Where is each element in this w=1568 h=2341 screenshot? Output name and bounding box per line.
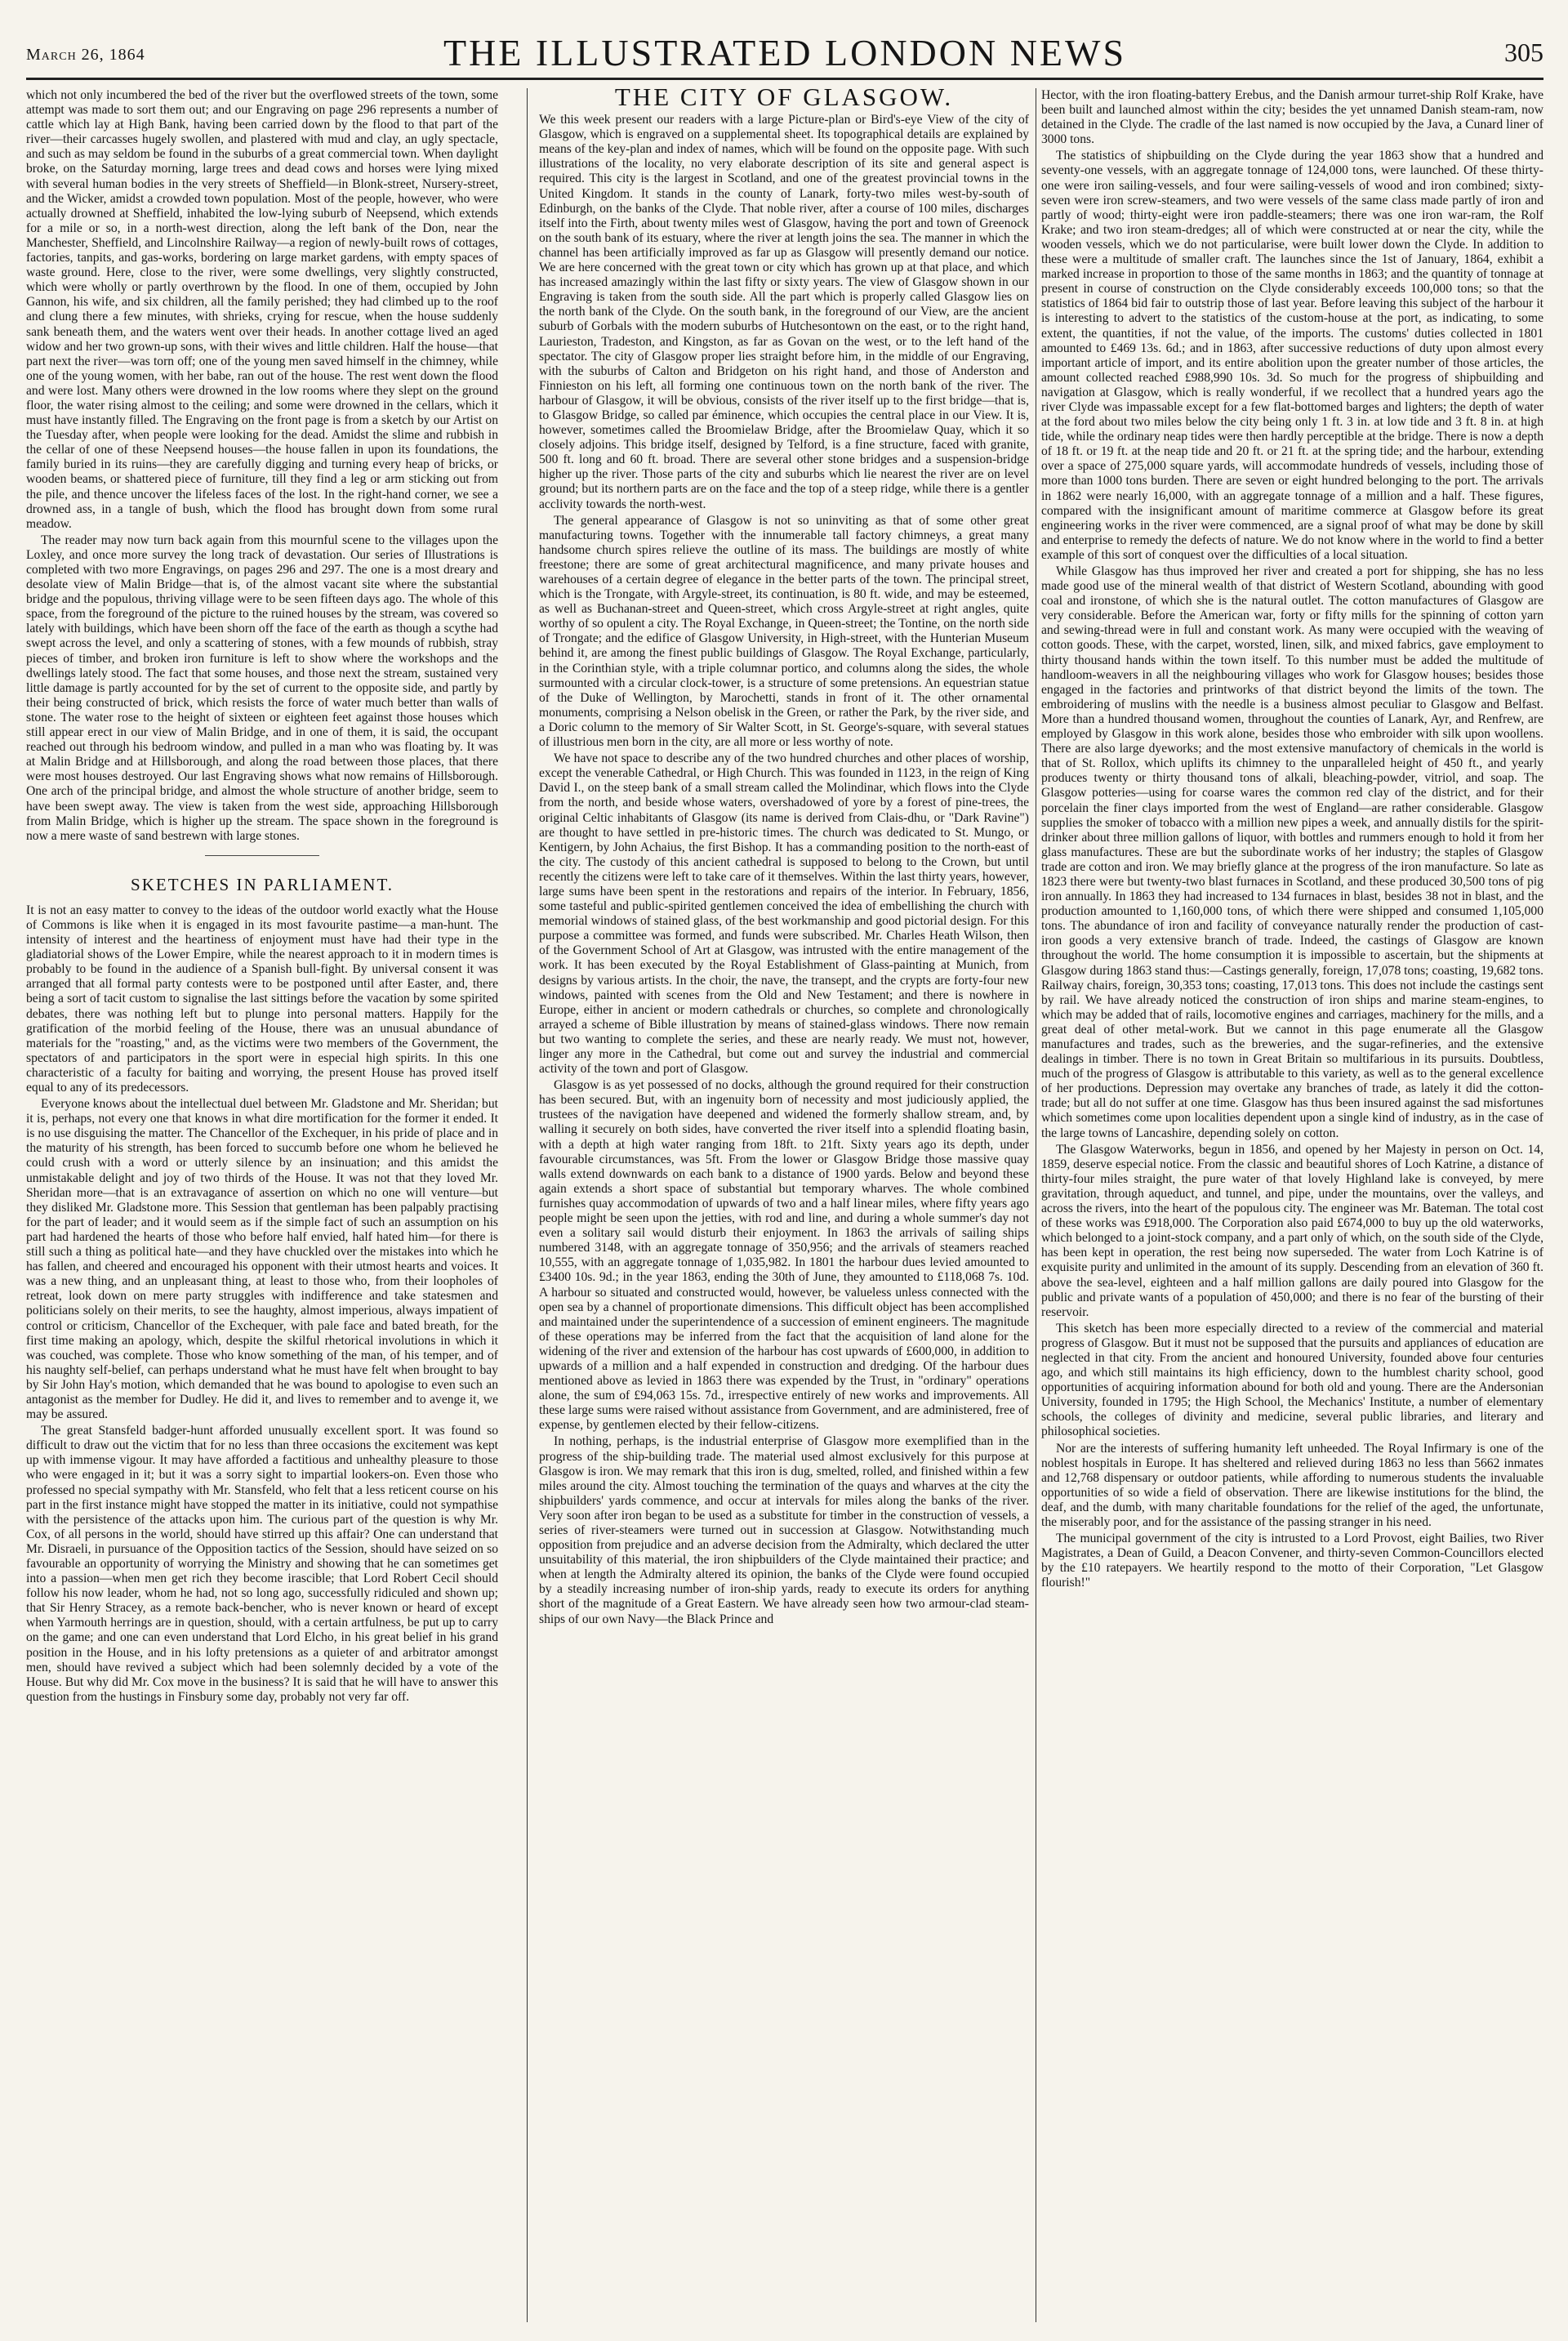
column-divider xyxy=(527,88,528,2322)
glasgow-paragraph: Nor are the interests of suffering humanity left unheeded. The Royal Infirmary is one of the noblest hospitals in Europe. It has sheltered and relieved during 1863 no less than 5662 inmates and 12,768 dispensary or outdoor patients, while affording to numerous students the invaluable opportunities of so wide a field of observation. There are likewise institutions for the blind, the deaf, and the dumb, with many charitable foundations for the relief of the aged, the unfortunate, the miserably poor, and for the assistance of the passing stranger in his need. xyxy=(1041,1441,1544,1529)
page-number: 305 xyxy=(1504,38,1544,67)
section-separator xyxy=(205,855,319,856)
glasgow-paragraph: The general appearance of Glasgow is not so uninviting as that of some other great manufacturing towns. Together with the innumerable tall factory chimneys, a great many handsome church spires relieve the outline of its mass. The buildings are mostly of white freestone; there are some of great architectural magnificence, and many private houses and warehouses of a certain degree of elegance in the better parts of the town. The principal street, which is the Trongate, with Argyle-street, its continuation, is 80 ft. wide, and may be esteemed, as well as Buchanan-street and Queen-street, which cross Argyle-street at right angles, quite worthy of so opulent a city. The Royal Exchange, in Queen-street; the Tontine, on the north side of Trongate; and the edifice of Glasgow University, in High-street, with the Hunterian Museum behind it, are among the finest public buildings of Glasgow. The Royal Exchange, particularly, in the Corinthian style, with a triple columnar portico, and columns along the sides, the whole surmounted with a circular clock-tower, is a structure of some pretensions. An equestrian statue of the Duke of Wellington, by Marochetti, stands in front of it. The other ornamental monuments, comprising a Nelson obelisk in the Green, or rather the Park, by the river side, and a Doric column to the memory of Sir Walter Scott, in St. George's-square, with several statues of illustrious men born in the city, are all more or less worthy of note. xyxy=(539,513,1029,750)
glasgow-paragraph: While Glasgow has thus improved her river and created a port for shipping, she has no less made good use of the mineral wealth of that district of Western Scotland, abounding with good coal and ironstone, of which she is the natural outlet. The cotton manufactures of Glasgow are very considerable. Before the American war, forty or fifty mills for the spinning of cotton yarn and sewing-thread were in full and constant work. As many were occupied with the weaving of cotton goods. These, with the carpet, worsted, linen, silk, and mixed fabrics, gave employment to thirty thousand hands within the town itself. To this number must be added the multitude of handloom-weavers in all the neighbouring villages who work for Glasgow houses; besides those engaged in the factories and printworks of that district beyond the limits of the town. The embroidering of muslins with the needle is a business almost peculiar to Glasgow and Belfast. More than a hundred thousand women, throughout the counties of Lanark, Ayr, and Renfrew, are employed by Glasgow in this work alone, besides those who embroider with silk upon woollens. There are also large dyeworks; and the most extensive manufactory of chemicals in the world is that of St. Rollox, which uplifts its chimney to the unparalleled height of 450 ft., and yearly produces twenty or thirty thousand tons of alkali, bleaching-powder, vitriol, and soap. The Glasgow potteries—using for coarse wares the common red clay of the district, and for their porcelain the finer clays imported from the west of England—are rather considerable. Glasgow supplies the smoker of tobacco with a million new pipes a week, and annually distils for the spirit-drinker about three million gallons of liquor, with bottles and rummers enough to hold it from her glass manufactures. These are but the subordinate works of her industry; the staples of Glasgow trade are cotton and iron. We may briefly glance at the progress of the iron manufacture. So late as 1823 there were but twenty-two blast furnaces in Scotland, and these produced 30,500 tons of pig iron annually. In 1863 they had increased to 134 furnaces in blast, besides 38 not in blast, and the production amounted to 1,160,000 tons, of which there were shipped and consumed 1,105,000 tons. The abundance of iron and facility of conveyance naturally render the production of cast-iron goods a very extensive branch of trade. Indeed, the castings of Glasgow are known throughout the world. The home consumption it is impossible to ascertain, but the shipments at Glasgow during 1863 stand thus:—Castings generally, foreign, 17,078 tons; coasting, 19,682 tons. Railway chairs, foreign, 30,353 tons; coasting, 17,013 tons. This does not include the castings sent by rail. We have already noticed the construction of iron ships and marine steam-engines, to which may be added that of rails, locomotive engines and carriages, machinery for the mills, and a great deal of other metal-work. But we cannot in this page enumerate all the Glasgow manufactures and trades, such as the breweries, and the sugar-refineries, and the extensive dealings in timber. There is no town in Great Britain so multifarious in its pursuits. Doubtless, much of the progress of Glasgow is attributable to this variety, as well as to the general excellence of her productions. Depression may overtake any branches of trade, as lately it did the cotton-trade; but all do not suffer at one time. Glasgow has thus been insured against the sad misfortunes which sometimes come upon localities dependent upon a single kind of industry, as in the case of the large towns of Lancashire, depending solely on cotton. xyxy=(1041,564,1544,1140)
column-right xyxy=(1041,88,1544,2322)
column-left xyxy=(26,88,498,2322)
glasgow-paragraph: The Glasgow Waterworks, begun in 1856, and opened by her Majesty in person on Oct. 14, 1859, deserve especial notice. From the classic and beautiful shores of Loch Katrine, a distance of thirty-four miles straight, the pure water of that lovely Highland lake is conveyed, by mere gravitation, through aqueduct, and tunnel, and pipe, under the mountains, over the valleys, and across the rivers, into the heart of the populous city. The engineer was Mr. Bateman. The total cost of these works was £918,000. The Corporation also paid £674,000 to buy up the old waterworks, which belonged to a joint-stock company, and a part only of which, on the south side of the Clyde, has been kept in operation, the rest being now superseded. The water from Loch Katrine is of exquisite purity and unlimited in the amount of its supply. Descending from an elevation of 360 ft. above the sea-level, eighteen and a half million gallons are daily poured into Glasgow for the public and private wants of a population of 450,000; and there is no fear of the bursting of their reservoir. xyxy=(1041,1142,1544,1319)
glasgow-paragraph: In nothing, perhaps, is the industrial enterprise of Glasgow more exemplified than in the progress of the ship-building trade. The material used almost exclusively for this purpose at Glasgow is iron. We may remark that this iron is dug, smelted, rolled, and finished within a few miles around the city. Almost touching the termination of the quays and wharves at the city the shipbuilders' yards commence, and occur at intervals for miles along the banks of the river. Very soon after iron began to be used as a substitute for timber in the construction of vessels, a series of river-steamers were turned out in succession at Glasgow. Notwithstanding much opposition from prejudice and an adverse decision from the Admiralty, which declared the utter unsuitability of this material, the iron shipbuilders of the Clyde maintained their practice; and when at length the Admiralty altered its opinion, the banks of the Clyde were found occupied by a steadily increasing number of iron-ship yards, ready to execute its orders for anything short of the magnitude of a Great Eastern. We have already seen how two armour-clad steam-ships of our own Navy—the Black Prince and xyxy=(539,1434,1029,1626)
glasgow-paragraph: Glasgow is as yet possessed of no docks, although the ground required for their construction has been secured. But, with an ingenuity born of necessity and most judiciously applied, the trustees of the navigation have deepened and widened the formerly shallow stream, and, by walling it securely on both sides, have converted the river itself into a splendid floating basin, with a depth at high water ranging from 18ft. to 21ft. Sixty years ago its depth, under favourable circumstances, was 5ft. From the lower or Glasgow Bridge those massive quay walls extend downwards on each bank to a distance of 1900 yards. Below and beyond these again extends a short space of substantial but temporary wharves. The whole combined furnishes quay accommodation of upwards of two and a half linear miles, where fifty years ago people might be seen upon the jetties, with rod and line, and during a whole summer's day not even a solitary sail would disturb their enjoyment. In 1863 the arrivals of sailing ships numbered 3148, with an aggregate tonnage of 350,956; and the arrivals of steamers reached 10,555, with an aggregate tonnage of 1,035,982. In 1801 the harbour dues levied amounted to £3400 10s. 9d.; in the year 1863, ending the 30th of June, they amounted to £118,068 7s. 10d. A harbour so situated and constructed would, however, be valueless unless connected with the open sea by a channel of proportionate dimensions. This difficult object has been accomplished and maintained under the superintendence of a succession of eminent engineers. The magnitude of these operations may be inferred from the fact that the acquisition of land alone for the widening of the river and extension of the harbour has cost upwards of £600,000, in addition to upwards of a million and a half expended in construction and dredging. Of the harbour dues mentioned above as levied in 1863 there was expended by the Trust, in "ordinary" operations alone, the sum of £94,063 15s. 7d., irrespective entirely of new works and improvements. All these large sums were raised without assistance from Government, and are administered, free of expense, by gentlemen elected by their fellow-citizens. xyxy=(539,1078,1029,1433)
section-title-glasgow: THE CITY OF GLASGOW. xyxy=(614,88,954,111)
parliament-paragraph: Everyone knows about the intellectual duel between Mr. Gladstone and Mr. Sheridan; but it is, perhaps, not every one that knows in what dire mortification for the former it ended. It is no use disguising the matter. The Chancellor of the Exchequer, in his pride of place and in the maturity of his strength, has been forced to succumb before one whom he believed he could crush with a word or utterly silence by an insinuation; and this amidst the unmistakable delight and joy of two thirds of the House. It was not that they loved Mr. Sheridan more—that is an extravagance of assertion on which no one will venture—but they disliked Mr. Gladstone more. This Session that gentleman has been palpably practising for the part of leader; and it would seem as if the simple fact of such an assumption on his part had hardened the hearts of those who before half envied, half hated him—for there is still such a thing as political hate—and they have chuckled over the mistakes into which he has fallen, and cheered and encouraged his opponent with their utmost hearts and voices. It was a new thing, and an unpleasant thing, at least to those who, from their loopholes of retreat, look down on mere party struggles with indifference and take statesmen and politicians solely on their merits, to see the haughty, almost imperious, always impatient of control or criticism, Chancellor of the Exchequer, with pale face and bated breath, for the first time making an apology, which, despite the skilful rhetorical involutions in which it was couched, was complete. Those who know something of the man, of his temper, and of his naughty self-belief, can perhaps understand what he must have felt when brought to bay by Sir John Hay's motion, which demanded that he was bound to apologise to even such an antagonist as the member for Dudley. He did it, and lives to remember and to avenge it, we may be assured. xyxy=(26,1097,498,1422)
glasgow-paragraph: This sketch has been more especially directed to a review of the commercial and material progress of Glasgow. But it must not be supposed that the pursuits and appliances of education are neglected in that city. From the ancient and honoured University, founded above four centuries ago, and which still maintains its high efficiency, down to the humblest charity school, good opportunities of acquiring information abound for both old and young. There are the Andersonian University, founded in 1795; the High School, the Mechanics' Institute, a number of elementary schools, the colleges of divinity and medicine, several public libraries, and literary and philosophical societies. xyxy=(1041,1321,1544,1439)
flood-paragraph: which not only incumbered the bed of the river but the overflowed streets of the town, some attempt was made to sort them out; and our Engraving on page 296 represents a number of cattle which lay at High Bank, having been carried down by the flood to that part of the river—their carcasses hugely swollen, and plastered with mud and clay, an ugly spectacle, and such as may seldom be found in the suburbs of a great commercial town. When daylight broke, on the Saturday morning, large trees and dead cows and horses were lying mixed with several human bodies in the very streets of Sheffield—in Blonk-street, Nursery-street, and the Wicker, amidst a crowded town population. Most of the people, however, who were actually drowned at Sheffield, inhabited the low-lying suburb of Neepsend, which extends for a mile or so, in a north-west direction, along the left bank of the Don, near the Manchester, Sheffield, and Lincolnshire Railway—a region of newly-built rows of cottages, factories, tanpits, and gas-works, bordering on large market gardens, with empty spaces of waste ground. Here, close to the river, were some dwellings, very slightly constructed, which were wholly or partly overthrown by the flood. In one of them, occupied by John Gannon, his wife, and six children, all the family perished; they had climbed up to the roof and clung there a few minutes, with shrieks, crying for rescue, when the house suddenly sank beneath them, and the waters went over their heads. In another cottage lived an aged widow and her two grown-up sons, with their wives and little children. Half the house—that part next the river—was torn off; one of the young men saved himself in the chimney, while one of the young women, with her babe, ran out of the house. The rest went down the flood and were lost. Many others were drowned in the low rooms where they slept on the ground floor, the water rising almost to the ceiling; and some were drowned in the cellars, which it must have instantly filled. The Engraving on the front page is from a sketch by our Artist on the Tuesday after, when people were looking for the dead. Amidst the slime and rubbish in the cellar of one of these Neepsend houses—the house fallen in upon its foundations, the family buried in its ruins—they are carefully digging and turning every heap of bricks, or wooden beams, or shattered piece of furniture, till they find a leg or arm sticking out from the pile, and thence uncover the lifeless faces of the lost. In the right-hand corner, we see a drowned ass, in a tangle of bush, which the flood has brought down from some rural meadow. xyxy=(26,88,498,531)
newspaper-title: THE ILLUSTRATED LONDON NEWS xyxy=(443,32,1127,74)
column-middle xyxy=(539,88,1029,2322)
flood-paragraph: The reader may now turn back again from this mournful scene to the villages upon the Loxley, and once more survey the long track of devastation. Our series of Illustrations is completed with two more Engravings, on pages 296 and 297. The one is a most dreary and desolate view of Malin Bridge—that is, of the almost vacant site where the substantial bridge and the populous, thriving village were to be seen fifteen days ago. The whole of this space, from the foreground of the picture to the ruined houses by the stream, was covered so lately with buildings, which have been shorn off the face of the earth as though a scythe had swept across the level, and only a scattering of stones, with a few mounds of rubbish, stray pieces of timber, and broken iron furniture is left to show where the workshops and the dwellings lately stood. The fact that some houses, and those next the stream, sustained very little damage is partly accounted for by the set of current to the opposite side, and partly by their being constructed of brick, which resists the force of water much better than walls of stone. The water rose to the height of sixteen or eighteen feet against those houses which still appear erect in our view of Malin Bridge, and in one of them, it is said, the occupant reached out through his bedroom window, and pulled in a man who was floating by. It was at Malin Bridge and at Hillsborough, and along the road between those places, that there were most houses destroyed. Our last Engraving shows what now remains of Hillsborough. One arch of the principal bridge, and almost the whole structure of another bridge, seem to have been swept away. The view is taken from the west side, approaching Hillsborough from Malin Bridge, which is higher up the stream. The space shown in the foreground is now a mere waste of sand bestrewn with large stones. xyxy=(26,533,498,843)
parliament-paragraph: The great Stansfeld badger-hunt afforded unusually excellent sport. It was found so difficult to draw out the victim that for no less than three occasions the excitement was kept up with immense vigour. It may have afforded a factitious and unhealthy pleasure to those who were engaged in it; but it was a sorry sight to impartial lookers-on. Even those who professed no special sympathy with Mr. Stansfeld, who felt that a less reticent course on his part in the first instance might have stopped the matter in its initiative, could not sympathise with the persistence of the attacks upon him. The curious part of the question is why Mr. Cox, of all persons in the world, should have stirred up this affair? One can understand that Mr. Disraeli, in pursuance of the Opposition tactics of the Session, should have seized on so favourable an opportunity of worrying the Ministry and showing that he can sometimes get into a passion—when men get rich they become irascible; that Lord Robert Cecil should follow his now leader, whom he had, not so long ago, successfully ridiculed and shown up; that Sir Henry Stracey, as a remote back-bencher, who is never known or heard of except when Yarmouth herrings are in question, should, with a certain artfulness, be put up to carry on the game; and one can even understand that Lord Elcho, in his great belief in his grand position in the House, and in his lofty pretensions as a quieter of and arbitrator amongst men, should have revived a subject which had been solemnly decided by a vote of the House. But why did Mr. Cox move in the business? It is said that he will have to answer this question from the hustings in Finsbury some day, probably not very far off. xyxy=(26,1424,498,1704)
glasgow-paragraph: The statistics of shipbuilding on the Clyde during the year 1863 show that a hundred and seventy-one vessels, with an aggregate tonnage of 124,000 tons, were launched. Of these thirty-one were iron sailing-vessels, and four were sailing-vessels of wood and iron combined; sixty-seven were iron screw-steamers, and two were vessels of the same class made partly of iron and partly of wood; thirty-eight were iron paddle-steamers; there was one iron war-ram, the Rolf Krake; and two iron steam-dredges; all of which were constructed at or near the city, while the wooden vessels, which we do not particularise, were built lower down the Clyde. In addition to these were a multitude of smaller craft. The launches since the 1st of January, 1864, exhibit a marked increase in proportion to those of the same months in 1863; and the quantity of tonnage at present in course of construction on the Clyde considerably exceeds 100,000 tons; so that the statistics of 1864 bid fair to outstrip those of last year. Before leaving this subject of the harbour it is interesting to advert to the statistics of the custom-house at the port, as indicating, to some extent, the quantities, if not the value, of the imports. The customs' duties collected in 1801 amounted to £469 13s. 6d.; and in 1863, after successive reductions of duty upon almost every important article of import, and its entire abolition upon the greater number of those articles, the amount collected reached £988,990 10s. 3d. So much for the progress of shipbuilding and navigation at Glasgow, which is really wonderful, if we recollect that a hundred years ago the river Clyde was impassable except for a few flat-bottomed barges and lighters; the depth of water at the ford about two miles below the city being only 1 ft. 3 in. at low tide and 3 ft. 8 in. at high tide, while the ordinary neap tides were then hardly perceptible at the bridge. There is now a depth of 18 ft. or 19 ft. at the neap tide and 20 ft. or 21 ft. at the spring tide; and the harbour, extending over a space of 275,000 square yards, will accommodate hundreds of vessels, including those of more than 1000 tons burden. There are seven or eight hundred belonging to the port. The arrivals in 1862 were nearly 16,000, with an aggregate tonnage of a million and a half. These figures, compared with the insignificant amount of maritime commerce at Glasgow before its great engineering works in the river were commenced, are a signal proof of what may be done by skill and enterprise to remedy the defects of nature. We do not know where in the world to find a better example of this sort of conquest over the difficulties of a local situation. xyxy=(1041,149,1544,562)
masthead xyxy=(26,29,1544,80)
parliament-paragraph: It is not an easy matter to convey to the ideas of the outdoor world exactly what the House of Commons is like when it is engaged in its most favourite pastime—a man-hunt. The intensity of interest and the heartiness of enjoyment must have had their type in the gladiatorial shows of the Lower Empire, while the nearest approach to it in modern times is probably to be found in the audience of a Spanish bull-fight. By universal consent it was arranged that all formal party contests were to be postponed until after Easter, and, there being a sort of tacit custom to signalise the last sittings before the vacation by some spirited debates, there was nothing left but to plunge into personal matters. Happily for the gratification of the morbid feeling of the House, there was an unusual abundance of materials for the "roasting," and, as the victims were two members of the Government, the spectators of and participators in the sport were in especial high spirits. In this one characteristic of a faculty for baiting and worrying, the present House has proved itself equal to any of its predecessors. xyxy=(26,903,498,1095)
glasgow-paragraph: Hector, with the iron floating-battery Erebus, and the Danish armour turret-ship Rolf Krake, have been built and launched almost within the city; besides the yet unnamed Danish steam-ram, now detained in the Clyde. The cradle of the last named is now occupied by the Java, a Cunard liner of 3000 tons. xyxy=(1041,88,1544,147)
glasgow-paragraph: We have not space to describe any of the two hundred churches and other places of worship, except the venerable Cathedral, or High Church. This was founded in 1123, in the reign of King David I., on the steep bank of a small stream called the Molindinar, which flows into the Clyde from the north, and beside whose waters, overshadowed of yore by a forest of pine-trees, the original Celtic inhabitants of Glasgow (its name is derived from Clais-dhu, or "Dark Ravine") are thought to have settled in pre-historic times. The church was dedicated to St. Mungo, or Kentigern, by John Achaius, the first Bishop. It has a commanding position to the north-east of the city. The custody of this ancient cathedral is supposed to belong to the Crown, but until recently the citizens were left to take care of it themselves. Within the last thirty years, however, large sums have been spent in the restorations and repairs of the interior. In February, 1856, some tasteful and public-spirited gentlemen conceived the idea of embellishing the church with memorial windows of stained glass, of the best workmanship and good pictorial design. For this purpose a committee was formed, and funds were subscribed. Mr. Charles Heath Wilson, then of the Government School of Art at Glasgow, was intrusted with the entire management of the work. It has been executed by the Royal Establishment of Glass-painting at Munich, from designs by various artists. In the choir, the nave, the transept, and the crypts are forty-four new windows, painted with scenes from the Old and New Testament; and there is nowhere in Europe, either in ancient or modern cathedrals or churches, so complete and chronologically arrayed a scheme of Bible illustration by means of stained-glass windows. There now remain but two wanting to complete the series, and these are nearly ready. We must not, however, linger any more in the Cathedral, but come out and survey the industrial and commercial activity of the town and port of Glasgow. xyxy=(539,751,1029,1077)
glasgow-paragraph: We this week present our readers with a large Picture-plan or Bird's-eye View of the city of Glasgow, which is engraved on a supplemental sheet. Its topographical details are explained by means of the key-plan and index of names, which will be found on the opposite page. With such illustrations of the locality, no very elaborate description of its site and general aspect is required. This city is the largest in Scotland, and one of the greatest provincial towns in the United Kingdom. It stands in the county of Lanark, forty-two miles west-by-south of Edinburgh, on the banks of the Clyde. That noble river, after a course of 100 miles, discharges itself into the Firth, about twenty miles west of Glasgow, having the port and town of Greenock on the south bank of its estuary, where the river at length joins the sea. The manner in which the channel has been artificially improved as far up as Glasgow will presently demand our notice. We are here concerned with the great town or city which has grown up at that place, and which has increased amazingly within the last fifty or sixty years. The view of Glasgow shown in our Engraving is taken from the south side. All the part which is properly called Glasgow lies on the north bank of the Clyde. On the south bank, in the foreground of our View, are the ancient suburb of Gorbals with the modern suburbs of Hutchesontown on the east, or to the right hand, Laurieston, Tradeston, and Kingston, as far as Govan on the west, or to the left hand of the spectator. The city of Glasgow proper lies straight before him, in the middle of our Engraving, with the suburbs of Calton and Bridgeton on his right hand, and those of Anderston and Finnieston on his left, all forming one continuous town on the north bank of the river. The harbour of Glasgow, it will be obvious, consists of the river itself up to the first bridge—that is, to Glasgow Bridge, so called par éminence, which occupies the central place in our View. It is, however, sometimes called the Broomielaw Bridge, after the Broomielaw Quay, which it so closely adjoins. This bridge itself, designed by Telford, is a fine structure, faced with granite, 500 ft. long and 60 ft. broad. There are several other stone bridges and a suspension-bridge higher up the river. Those parts of the city and suburbs which lie nearest the river are on level ground; but its northern parts are on the face and the top of a steep ridge, while there is a gentler acclivity towards the north-west. xyxy=(539,113,1029,511)
issue-date: March 26, 1864 xyxy=(26,46,145,64)
section-title-parliament: SKETCHES IN PARLIAMENT. xyxy=(131,874,394,894)
glasgow-paragraph: The municipal government of the city is intrusted to a Lord Provost, eight Bailies, two River Magistrates, a Dean of Guild, a Deacon Convener, and thirty-seven Common-Councillors elected by the £10 ratepayers. We heartily respond to the motto of their Corporation, "Let Glasgow flourish!" xyxy=(1041,1532,1544,1590)
